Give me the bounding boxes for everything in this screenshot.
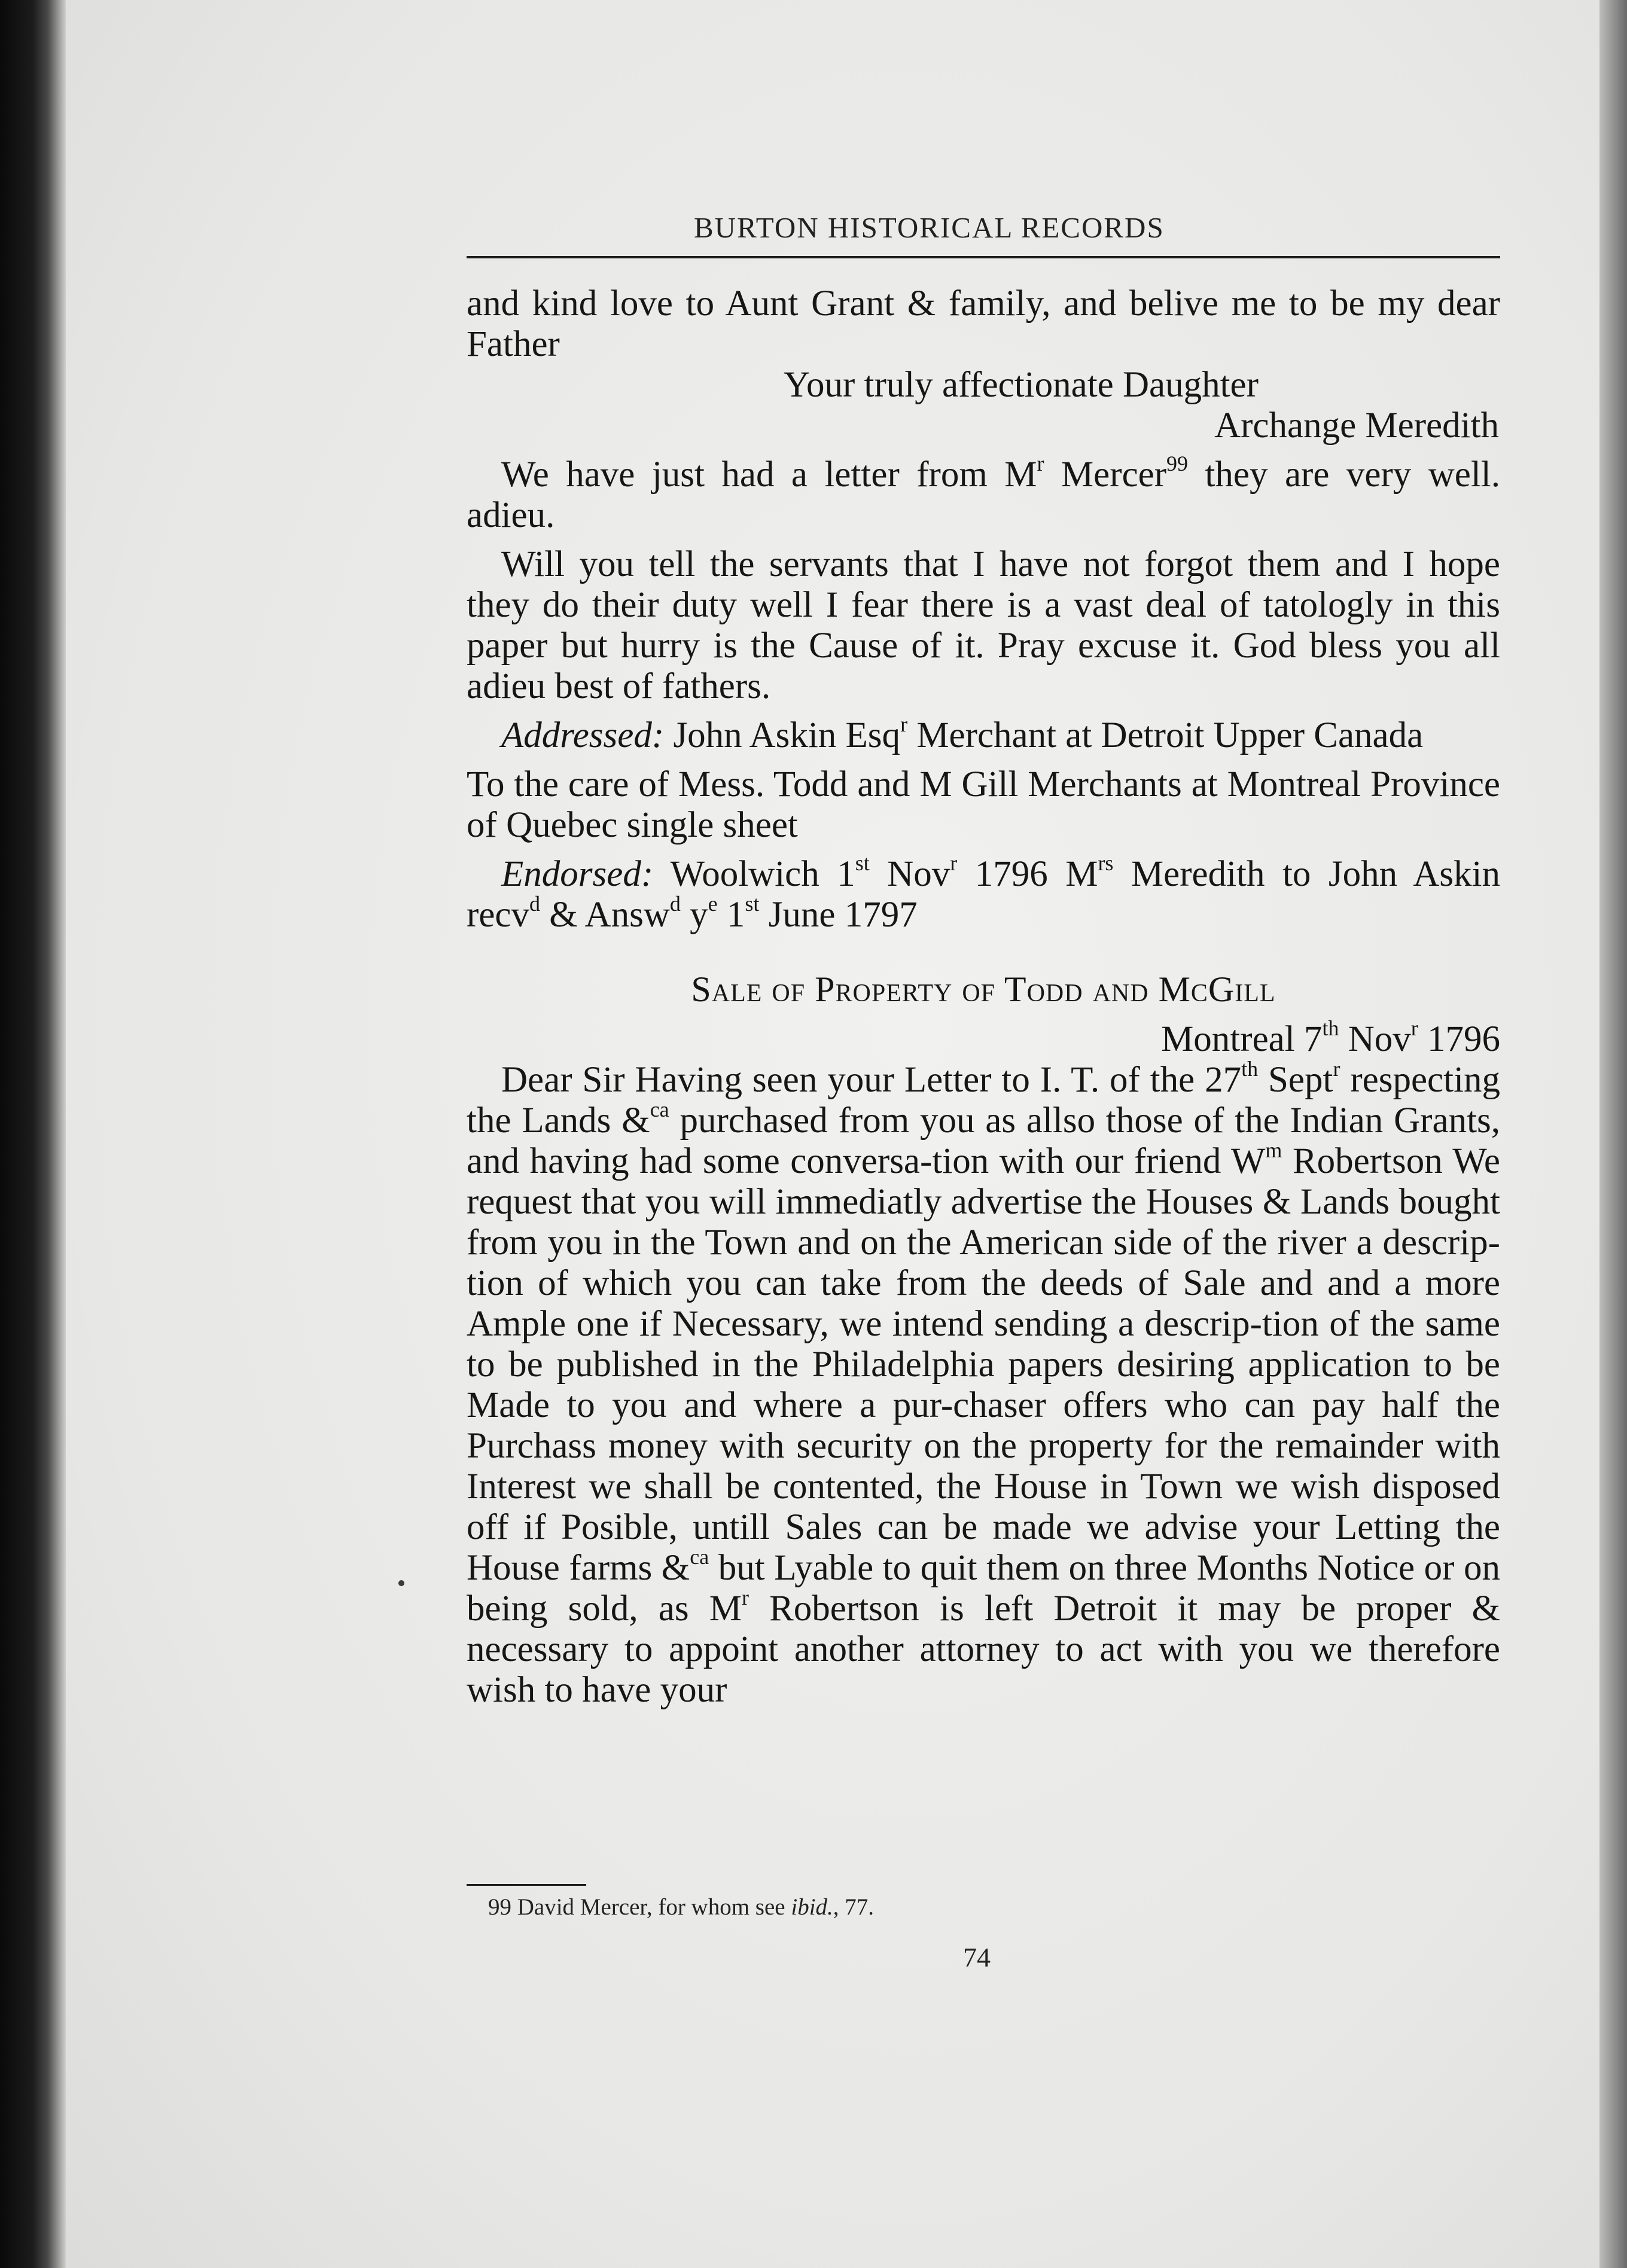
l2-ca1: ca: [650, 1098, 669, 1121]
postscript-2: Will you tell the servants that I have not forgot them and I hope they do their duty well I fear there is a vast deal of tatologly in this paper but hurry is the Cause of it. Pray excuse it. God bless you all adieu best of fathers.: [467, 544, 1500, 706]
header-rule: [467, 256, 1500, 258]
footnote-number: 99: [488, 1894, 511, 1920]
paper-speck: [398, 1580, 404, 1586]
endorsed-e-sup: e: [708, 892, 718, 916]
addressed-b: Merchant at Detroit Upper Canada: [907, 715, 1424, 755]
l2-ca2: ca: [690, 1545, 709, 1569]
footnote-rule: [467, 1884, 586, 1886]
scan-right-shadow: [1599, 0, 1627, 2268]
postscript-1: [467, 452, 1500, 536]
scan-dark-edge: [0, 0, 66, 2268]
section-heading: Sale of Property of Todd and McGill: [691, 970, 1276, 1009]
letter1-closing: Your truly affectionate Daughter: [784, 365, 1259, 405]
l2-a: Dear Sir Having seen your Letter to I. T. of the 27: [501, 1060, 1242, 1100]
dateline-a: Montreal 7: [1161, 1019, 1323, 1059]
l2-r2: r: [741, 1586, 749, 1609]
endorsed-a: Woolwich 1: [653, 854, 855, 894]
l2-b: Sept: [1258, 1060, 1333, 1100]
running-head: BURTON HISTORICAL RECORDS: [694, 211, 1165, 244]
dateline-r: r: [1410, 1016, 1418, 1040]
ps1-mercer: Mercer: [1044, 455, 1167, 495]
endorsed-b: Nov: [869, 854, 950, 894]
addressed-sup: r: [900, 712, 908, 736]
l2-e: Robertson We request that you will immediatly advertise the Houses & Lands bought from you in the Town and on the American side of the river a descrip-tion of which you can take from the deeds of Sale and and a more Ample one if Necessary, we intend sending a descrip-tion of the same to be published in the Philadelphia papers desiring application to be Made to you and where a pur-chaser offers who can pay half the Purchass money with security on the property for the remainder with Interest we shall be contented, the House in Town we wish disposed off if Posible, untill Sales can be made we advise your Letting the House farms &: [467, 1141, 1500, 1588]
l2-f: but Lyable to quit them on three Months Notice or on being sold, as M: [467, 1548, 1500, 1629]
endorsed-line: [467, 851, 1500, 935]
page-number: 74: [963, 1942, 991, 1973]
endorsed-g: 1: [717, 895, 745, 935]
endorsed-d1: d: [529, 892, 540, 916]
l2-r1: r: [1333, 1057, 1340, 1081]
endorsed-rs: rs: [1098, 851, 1114, 875]
ps1-text-a: We have just had a letter from M: [501, 455, 1037, 495]
endorsed-r1: r: [950, 851, 958, 875]
endorsed-h: June 1797: [759, 895, 918, 935]
page-body: [467, 284, 1500, 1711]
l2-g: Robertson is left Detroit it may be proper & necessary to appoint another attorney to act with you we therefore wish to have your: [467, 1589, 1500, 1710]
endorsed-d2: d: [669, 892, 681, 916]
footnote-ref-99: 99: [1166, 452, 1189, 475]
l2-d: purchased from you as allso those of the Indian Grants, and having had some conversa-tion with our friend W: [467, 1101, 1501, 1181]
letter2-dateline: [467, 1016, 1500, 1060]
endorsed-e: & Answ: [540, 895, 670, 935]
letter1-body-text: and kind love to Aunt Grant & family, and belive me to be my dear Father: [467, 284, 1500, 364]
dateline-b: Nov: [1339, 1019, 1411, 1059]
endorsed-st2: st: [745, 892, 760, 916]
dateline-th: th: [1322, 1016, 1339, 1040]
dateline-c: 1796: [1418, 1019, 1500, 1059]
endorsed-d: Meredith to John Askin recv: [467, 854, 1500, 935]
ps1-text-b: they are very well. adieu.: [467, 455, 1500, 535]
endorsed-c: 1796 M: [957, 854, 1098, 894]
footnote-ibid: ibid.: [791, 1894, 833, 1920]
care-line: To the care of Mess. Todd and M Gill Merchants at Montreal Province of Quebec single sheet: [467, 764, 1500, 845]
addressed-line: [467, 712, 1500, 756]
endorsed-label: Endorsed:: [501, 854, 654, 894]
footnote: [488, 1893, 874, 1922]
endorsed-f: y: [680, 895, 708, 935]
l2-c: respecting the Lands &: [467, 1060, 1501, 1141]
endorsed-st1: st: [855, 851, 870, 875]
addressed-label: Addressed:: [501, 715, 665, 755]
letter2-paragraph: [467, 1057, 1501, 1711]
ps1-sup: r: [1037, 452, 1044, 475]
addressed-a: John Askin Esq: [664, 715, 901, 755]
letter1-body: [467, 284, 1500, 365]
letter1-signature: Archange Meredith: [1214, 406, 1499, 446]
footnote-text-b: , 77.: [833, 1894, 875, 1920]
footnote-text-a: David Mercer, for whom see: [511, 1894, 791, 1920]
l2-m: m: [1265, 1138, 1282, 1162]
l2-th: th: [1241, 1057, 1259, 1081]
